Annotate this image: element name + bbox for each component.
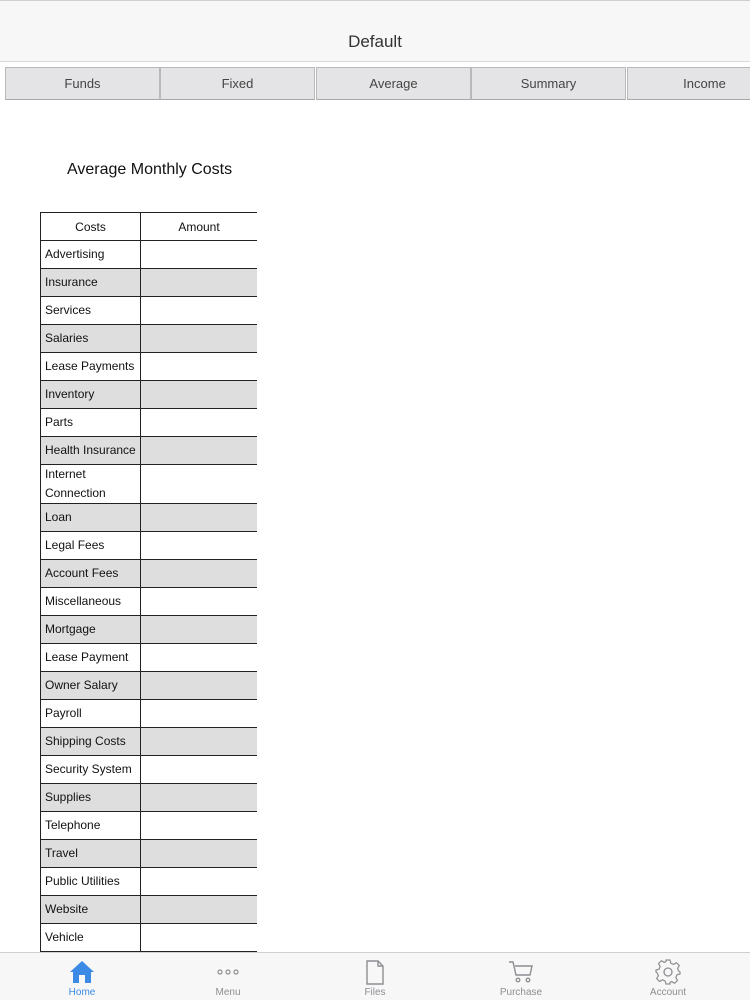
amount-cell[interactable] xyxy=(141,560,258,588)
table-row xyxy=(41,297,258,325)
more-dots-icon xyxy=(214,958,242,986)
cost-label: Public Utilities xyxy=(41,868,141,896)
bottom-tab-label: Menu xyxy=(215,987,241,998)
table-row xyxy=(41,728,258,756)
table-row xyxy=(41,560,258,588)
cost-label: Internet Connection xyxy=(41,465,141,504)
segment-tabs xyxy=(0,62,750,107)
cost-label: Supplies xyxy=(41,784,141,812)
table-row xyxy=(41,672,258,700)
costs-table xyxy=(40,212,257,952)
amount-cell[interactable] xyxy=(141,924,258,952)
cost-label: Insurance xyxy=(41,269,141,297)
cost-label: Security System xyxy=(41,756,141,784)
cost-label: Payroll xyxy=(41,700,141,728)
amount-cell[interactable] xyxy=(141,437,258,465)
amount-cell[interactable] xyxy=(141,840,258,868)
amount-cell[interactable] xyxy=(141,700,258,728)
cost-label: Loan xyxy=(41,504,141,532)
amount-cell[interactable] xyxy=(141,868,258,896)
cost-label: Vehicle xyxy=(41,924,141,952)
cost-label: Salaries xyxy=(41,325,141,353)
amount-cell[interactable] xyxy=(141,588,258,616)
cost-label: Account Fees xyxy=(41,560,141,588)
amount-cell[interactable] xyxy=(141,353,258,381)
bottom-tab-bar xyxy=(0,952,750,1000)
table-row xyxy=(41,840,258,868)
cost-label: Website xyxy=(41,896,141,924)
section-heading: Average Monthly Costs xyxy=(67,161,233,178)
cost-label: Services xyxy=(41,297,141,325)
bottom-tab-label: Files xyxy=(364,987,386,998)
bottom-tab-menu[interactable] xyxy=(153,953,303,1000)
amount-cell[interactable] xyxy=(141,241,258,269)
cost-label: Miscellaneous xyxy=(41,588,141,616)
tab-summary[interactable]: Summary xyxy=(471,67,626,100)
table-row xyxy=(41,588,258,616)
table-row xyxy=(41,269,258,297)
table-row xyxy=(41,409,258,437)
tab-funds[interactable]: Funds xyxy=(5,67,160,100)
bottom-tab-account[interactable] xyxy=(593,953,743,1000)
bottom-tab-label: Purchase xyxy=(499,987,543,998)
cost-label: Advertising xyxy=(41,241,141,269)
table-row xyxy=(41,896,258,924)
table-row xyxy=(41,504,258,532)
tab-average[interactable]: Average xyxy=(316,67,471,100)
bottom-tab-purchase[interactable] xyxy=(446,953,596,1000)
amount-cell[interactable] xyxy=(141,756,258,784)
cost-label: Travel xyxy=(41,840,141,868)
table-row xyxy=(41,325,258,353)
amount-cell[interactable] xyxy=(141,465,258,504)
cost-label: Mortgage xyxy=(41,616,141,644)
table-row xyxy=(41,868,258,896)
bottom-tab-files[interactable] xyxy=(300,953,450,1000)
table-row xyxy=(41,241,258,269)
cost-label: Owner Salary xyxy=(41,672,141,700)
navigation-bar xyxy=(0,0,750,62)
cost-label: Lease Payment xyxy=(41,644,141,672)
amount-cell[interactable] xyxy=(141,784,258,812)
cost-label: Inventory xyxy=(41,381,141,409)
home-icon xyxy=(68,958,96,986)
table-header-row xyxy=(41,213,258,241)
costs-table-container xyxy=(40,212,257,952)
gear-icon xyxy=(654,958,682,986)
file-icon xyxy=(361,958,389,986)
amount-cell[interactable] xyxy=(141,812,258,840)
amount-cell[interactable] xyxy=(141,409,258,437)
bottom-tab-home[interactable] xyxy=(7,953,157,1000)
cost-label: Lease Payments xyxy=(41,353,141,381)
amount-cell[interactable] xyxy=(141,644,258,672)
cart-icon xyxy=(507,958,535,986)
cost-label: Health Insurance xyxy=(41,437,141,465)
bottom-tab-label: Home xyxy=(68,987,96,998)
table-row xyxy=(41,616,258,644)
amount-cell[interactable] xyxy=(141,532,258,560)
amount-cell[interactable] xyxy=(141,297,258,325)
table-row xyxy=(41,812,258,840)
amount-cell[interactable] xyxy=(141,728,258,756)
amount-cell[interactable] xyxy=(141,504,258,532)
bottom-tab-label: Account xyxy=(649,987,687,998)
table-row xyxy=(41,644,258,672)
table-row xyxy=(41,381,258,409)
tab-income[interactable]: Income xyxy=(627,67,750,100)
table-row xyxy=(41,532,258,560)
page-title: Default xyxy=(348,32,402,51)
table-row xyxy=(41,784,258,812)
amount-cell[interactable] xyxy=(141,325,258,353)
amount-cell[interactable] xyxy=(141,672,258,700)
table-row xyxy=(41,437,258,465)
amount-cell[interactable] xyxy=(141,269,258,297)
amount-cell[interactable] xyxy=(141,896,258,924)
column-header-costs: Costs xyxy=(41,213,141,241)
table-row xyxy=(41,756,258,784)
cost-label: Shipping Costs xyxy=(41,728,141,756)
table-row xyxy=(41,700,258,728)
cost-label: Legal Fees xyxy=(41,532,141,560)
column-header-amount: Amount xyxy=(141,213,258,241)
table-row xyxy=(41,353,258,381)
tab-fixed[interactable]: Fixed xyxy=(160,67,315,100)
table-row xyxy=(41,924,258,952)
amount-cell[interactable] xyxy=(141,616,258,644)
amount-cell[interactable] xyxy=(141,381,258,409)
table-row xyxy=(41,465,258,504)
cost-label: Parts xyxy=(41,409,141,437)
cost-label: Telephone xyxy=(41,812,141,840)
